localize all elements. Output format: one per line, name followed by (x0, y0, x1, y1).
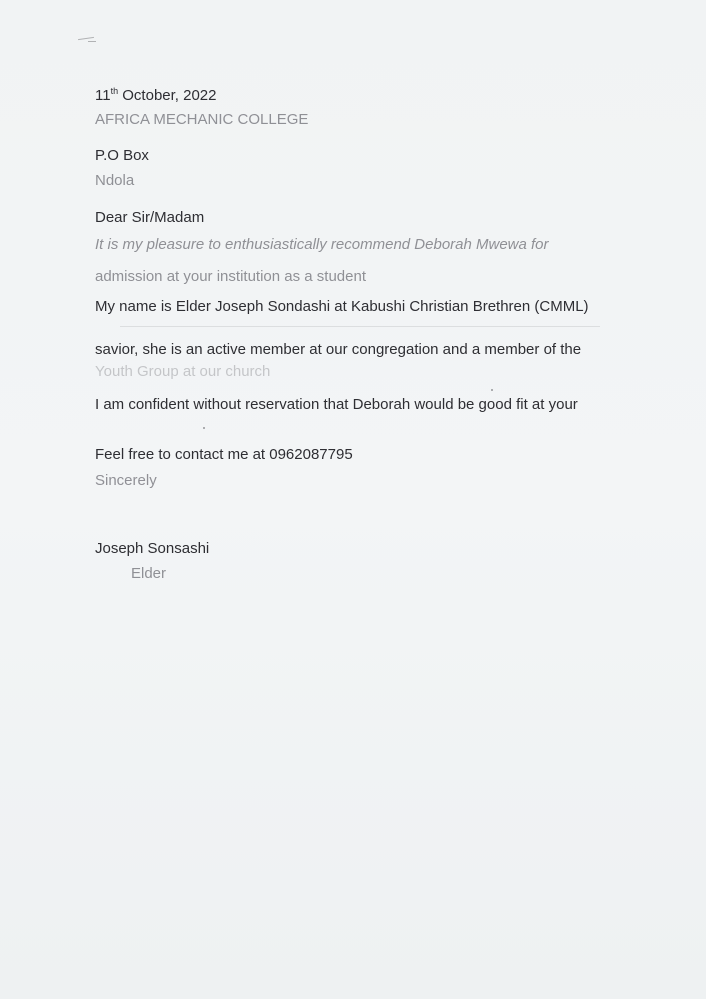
scan-speck (491, 389, 493, 391)
date-suffix: th (110, 86, 119, 96)
recipient-college-text: AFRICA MECHANIC COLLEGE (95, 111, 309, 128)
date-day: 11 (95, 87, 111, 104)
date-rest: October, 2022 (118, 87, 217, 104)
scan-mark (78, 37, 94, 40)
paragraph-1-line-1-text: It is my pleasure to enthusiastically recommend Deborah Mwewa for (95, 236, 549, 253)
scan-mark (88, 41, 96, 42)
signature-title-text: Elder (131, 565, 167, 582)
recipient-college (95, 111, 309, 129)
scan-speck (203, 427, 205, 429)
recipient-po-box: P.O Box (95, 147, 149, 164)
paragraph-1-line-2: admission at your institution as a student (95, 268, 366, 285)
recipient-town-text: Ndola (95, 172, 135, 189)
paragraph-2-line-1: My name is Elder Joseph Sondashi at Kabushi Christian Brethren (CMML) (95, 298, 589, 315)
paragraph-3-line-1: I am confident without reservation that Deborah would be good fit at your (95, 396, 578, 413)
closing (95, 472, 157, 490)
faded-line-remnant (120, 326, 600, 327)
signature-title (131, 565, 167, 583)
salutation: Dear Sir/Madam (95, 209, 205, 226)
paragraph-2-line-3: savior, she is an active member at our congregation and a member of the (95, 341, 582, 358)
closing-text: Sincerely (95, 472, 157, 489)
letter-date (95, 87, 217, 105)
paragraph-1-line-1 (95, 236, 549, 254)
recipient-town (95, 172, 135, 190)
signature-name: Joseph Sonsashi (95, 540, 210, 557)
contact-line: Feel free to contact me at 0962087795 (95, 446, 353, 463)
paragraph-2-line-4: Youth Group at our church (95, 363, 271, 380)
